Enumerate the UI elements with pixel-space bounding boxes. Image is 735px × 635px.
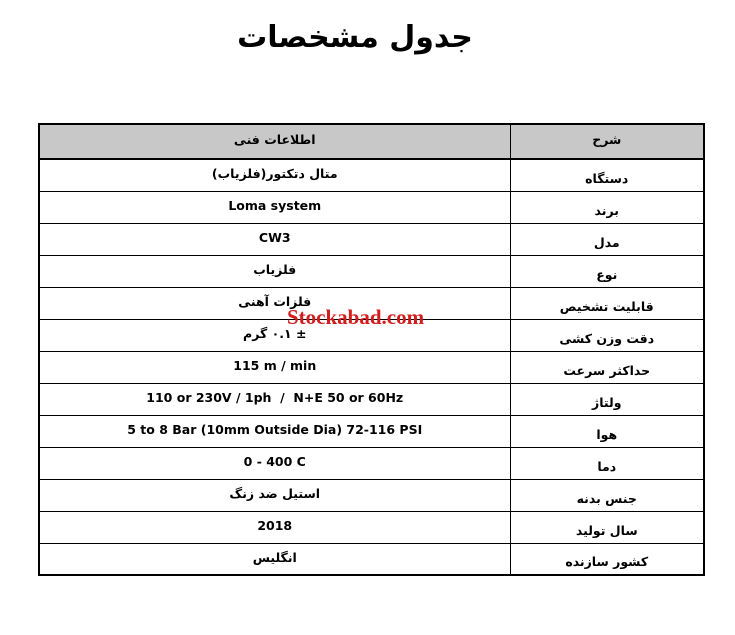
row-label: هوا bbox=[510, 415, 704, 447]
row-label: دقت وزن کشی bbox=[510, 319, 704, 351]
row-value: فلزیاب bbox=[39, 255, 510, 287]
row-value: متال دتکتور(فلزیاب) bbox=[39, 159, 510, 191]
table-row bbox=[39, 351, 704, 383]
row-value: 110 or 230V / 1ph / N+E 50 or 60Hz bbox=[39, 383, 510, 415]
row-value: Loma system bbox=[39, 191, 510, 223]
row-label: دستگاه bbox=[510, 159, 704, 191]
watermark-text: Stockabad.com bbox=[287, 305, 425, 329]
table-row bbox=[39, 447, 704, 479]
row-value: 2018 bbox=[39, 511, 510, 543]
row-value: 5 to 8 Bar (10mm Outside Dia) 72-116 PSI bbox=[39, 415, 510, 447]
row-label: قابلیت تشخیص bbox=[510, 287, 704, 319]
row-label: سال تولید bbox=[510, 511, 704, 543]
row-label: برند bbox=[510, 191, 704, 223]
row-value: فلزات آهنی bbox=[39, 287, 510, 319]
row-value: 0 - 400 C bbox=[39, 447, 510, 479]
row-label: جنس بدنه bbox=[510, 479, 704, 511]
row-value: ± ۰.۱ گرم bbox=[39, 319, 510, 351]
table-header-row bbox=[39, 124, 704, 159]
row-label: دما bbox=[510, 447, 704, 479]
row-value: 115 m / min bbox=[39, 351, 510, 383]
table-row bbox=[39, 479, 704, 511]
table-row bbox=[39, 191, 704, 223]
page-title: جدول مشخصات bbox=[237, 20, 473, 55]
table-row bbox=[39, 543, 704, 575]
row-value: انگلیس bbox=[39, 543, 510, 575]
row-label: کشور سازنده bbox=[510, 543, 704, 575]
row-label: ولتاژ bbox=[510, 383, 704, 415]
table-row bbox=[39, 415, 704, 447]
row-label: مدل bbox=[510, 223, 704, 255]
header-description: شرح bbox=[510, 124, 704, 159]
table-row bbox=[39, 383, 704, 415]
table-row bbox=[39, 223, 704, 255]
row-value: استیل ضد زنگ bbox=[39, 479, 510, 511]
row-label: حداکثر سرعت bbox=[510, 351, 704, 383]
table-row bbox=[39, 159, 704, 191]
table-row bbox=[39, 511, 704, 543]
header-technical-info: اطلاعات فنی bbox=[39, 124, 510, 159]
spec-table bbox=[38, 123, 705, 576]
table-row bbox=[39, 255, 704, 287]
row-label: نوع bbox=[510, 255, 704, 287]
row-value: CW3 bbox=[39, 223, 510, 255]
